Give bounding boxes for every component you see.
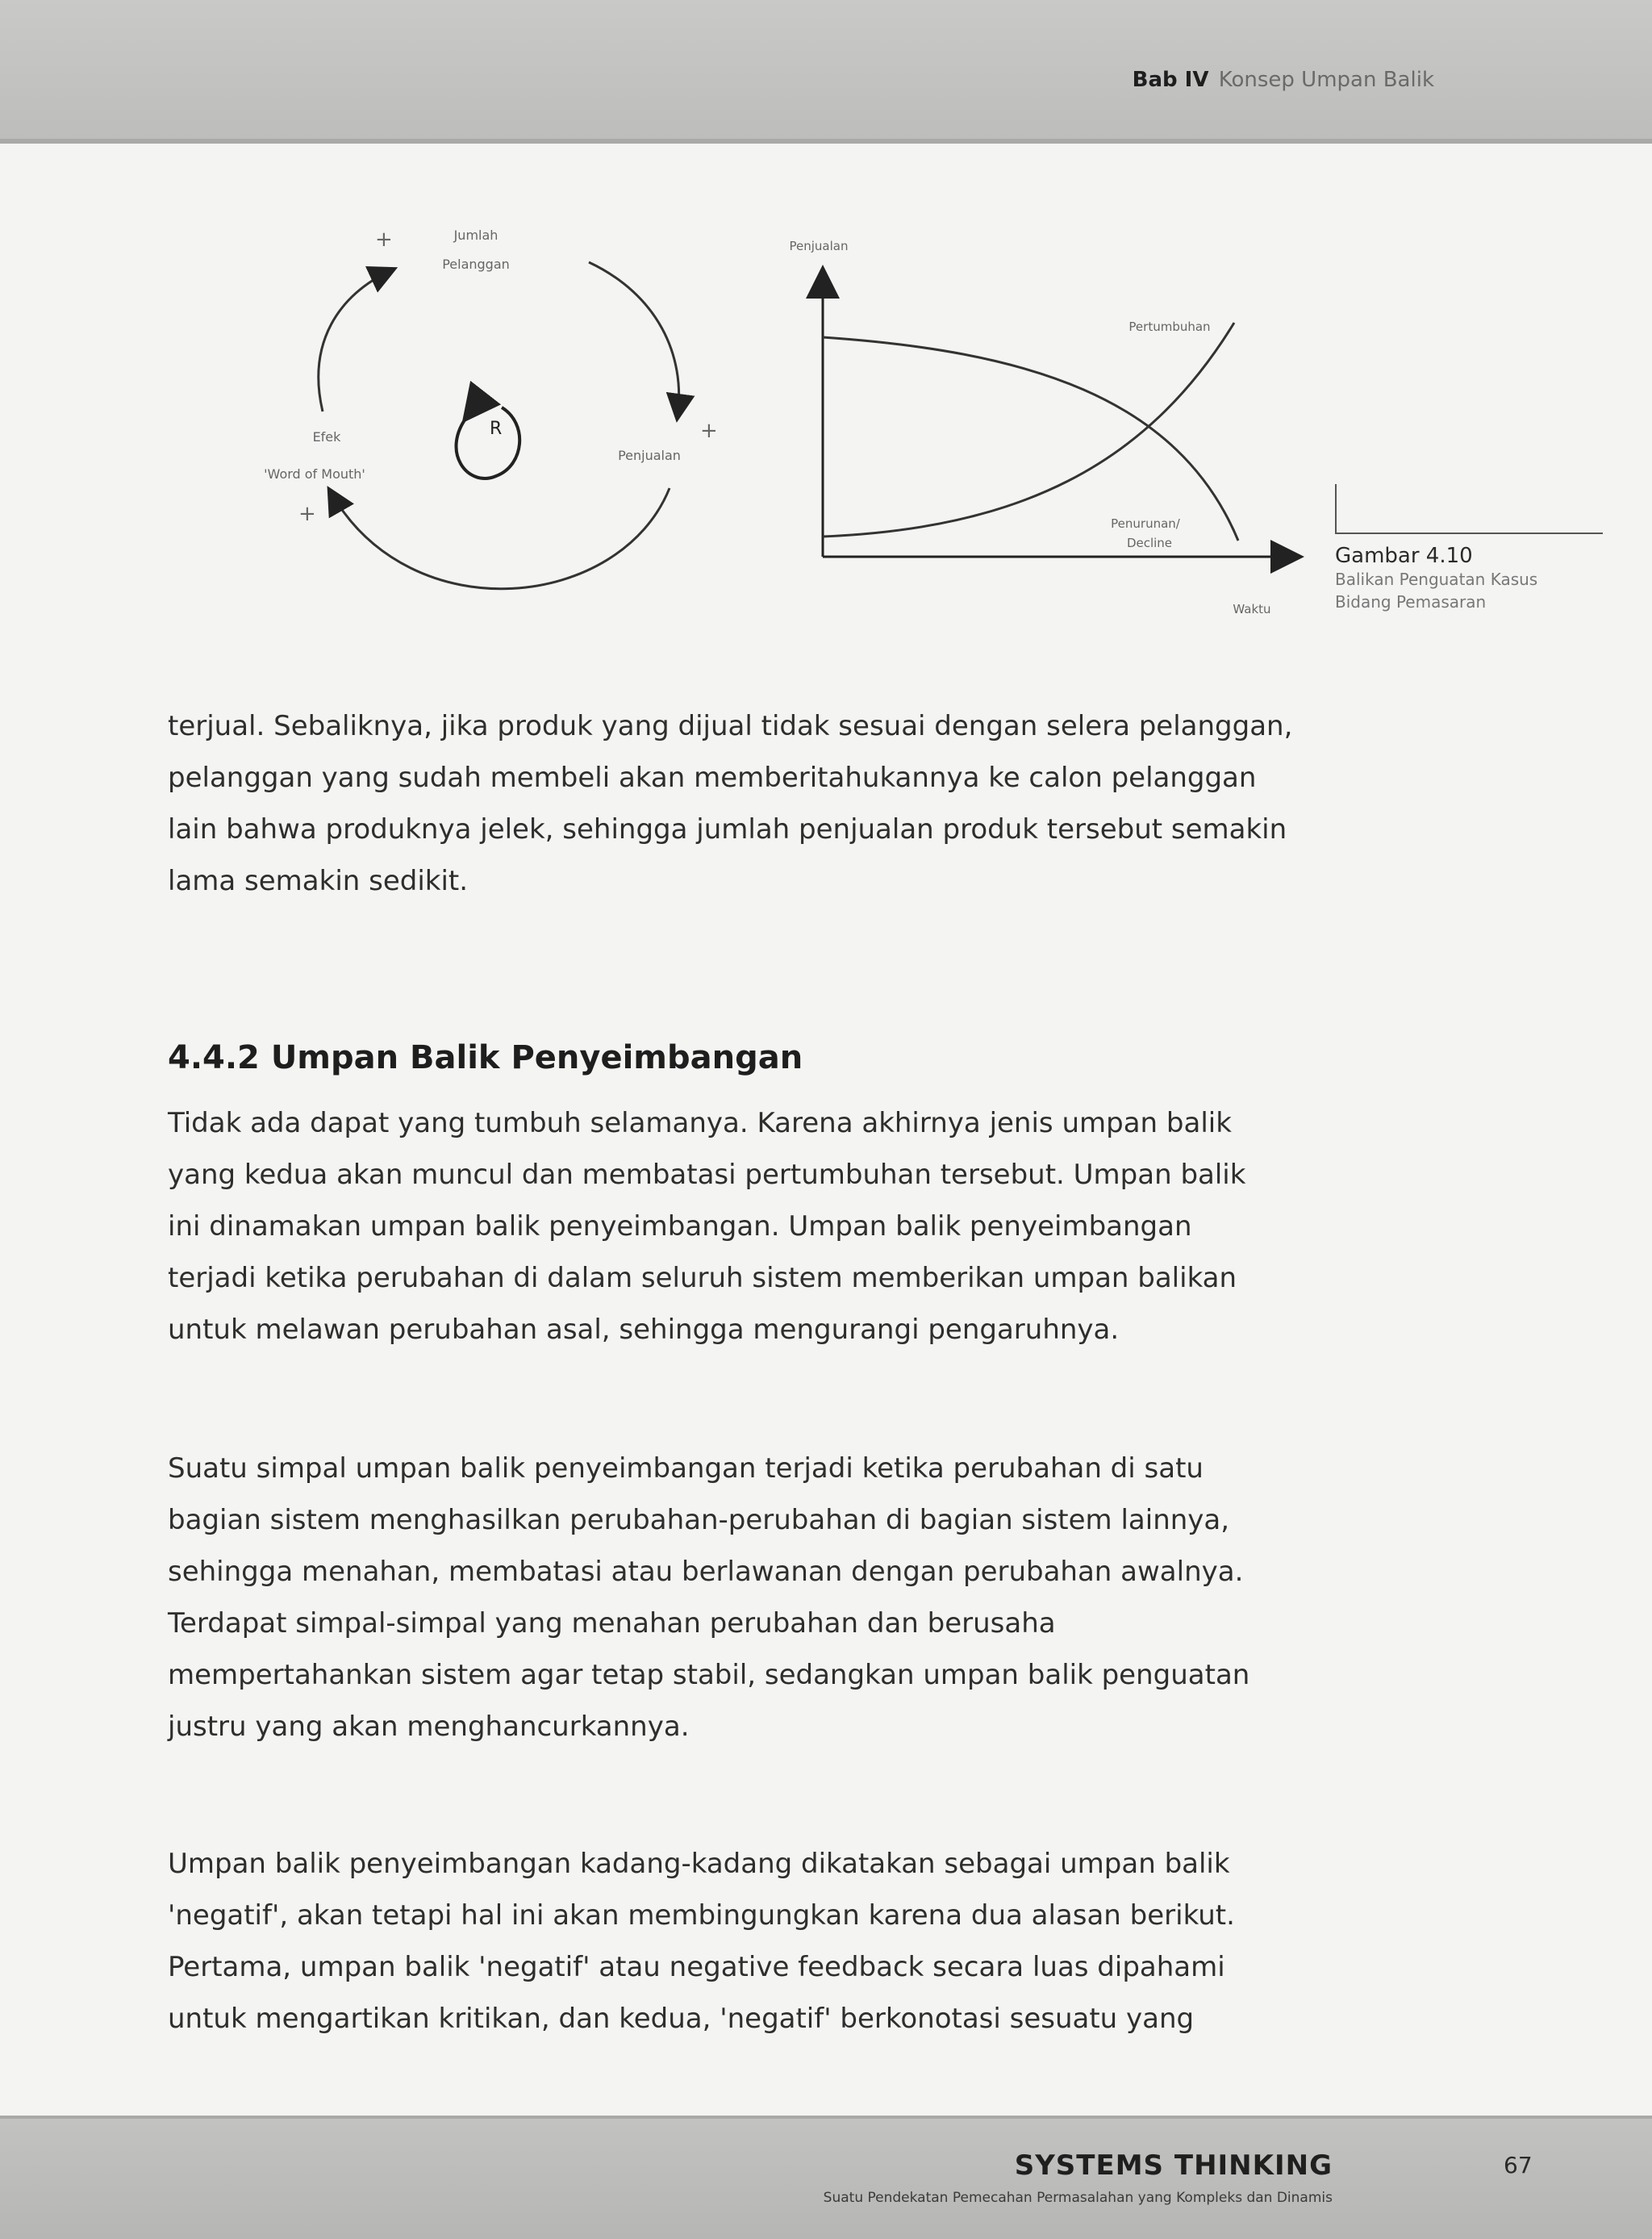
caption-line-1: Balikan Penguatan Kasus xyxy=(1335,570,1538,589)
paragraph-4-line-3: Pertama, umpan balik 'negatif' atau negative feedback secara luas dipahami xyxy=(168,1951,1225,1983)
growth-curve xyxy=(823,323,1234,537)
paragraph-2 xyxy=(168,1097,1337,1356)
sales-over-time-graph xyxy=(758,218,1323,621)
sign-right: + xyxy=(700,419,718,443)
node-left-line1: Efek xyxy=(312,429,341,445)
caption-rule xyxy=(1335,484,1603,534)
decline-curve-label-1: Penurunan/ xyxy=(1111,516,1180,531)
arrow-right-to-left xyxy=(331,488,670,589)
section-heading xyxy=(168,1039,803,1076)
reinforcing-loop-arrow xyxy=(457,407,520,478)
book-subtitle: Suatu Pendekatan Pemecahan Permasalahan yang Kompleks dan Dinamis xyxy=(823,2190,1333,2206)
paragraph-3-line-2: bagian sistem menghasilkan perubahan-perubahan di bagian sistem lainnya, xyxy=(168,1504,1230,1536)
chapter-title: Konsep Umpan Balik xyxy=(1218,68,1434,92)
paragraph-3-line-5: mempertahankan sistem agar tetap stabil, sedangkan umpan balik penguatan xyxy=(168,1659,1250,1691)
caption-line-2: Bidang Pemasaran xyxy=(1335,592,1487,612)
chapter-label: Bab IV xyxy=(1132,68,1209,92)
paragraph-2-line-3: ini dinamakan umpan balik penyeimbangan. Umpan balik penyeimbangan xyxy=(168,1210,1192,1243)
section-title: Umpan Balik Penyeimbangan xyxy=(270,1039,803,1076)
running-header xyxy=(1133,68,1434,92)
sign-left: + xyxy=(298,502,316,526)
paragraph-2-line-2: yang kedua akan muncul dan membatasi pertumbuhan tersebut. Umpan balik xyxy=(168,1159,1246,1191)
paragraph-3-line-1: Suatu simpal umpan balik penyeimbangan terjadi ketika perubahan di satu xyxy=(168,1452,1204,1485)
paragraph-1-line-3: lain bahwa produknya jelek, sehingga jumlah penjualan produk tersebut semakin xyxy=(168,813,1287,846)
paragraph-2-line-1: Tidak ada dapat yang tumbuh selamanya. Karena akhirnya jenis umpan balik xyxy=(168,1107,1232,1139)
node-top-line1: Jumlah xyxy=(453,228,499,243)
figure-caption xyxy=(1335,544,1537,613)
paragraph-4-line-2: 'negatif', akan tetapi hal ini akan membingungkan karena dua alasan berikut. xyxy=(168,1899,1235,1932)
y-axis-label: Penjualan xyxy=(789,239,849,253)
paragraph-4 xyxy=(168,1838,1337,2045)
node-left-line2: 'Word of Mouth' xyxy=(264,466,365,482)
paragraph-3-line-6: justru yang akan menghancurkannya. xyxy=(168,1711,690,1743)
section-number: 4.4.2 xyxy=(168,1039,260,1076)
caption-title: Gambar 4.10 xyxy=(1335,544,1473,568)
paragraph-1-line-2: pelanggan yang sudah membeli akan memberitahukannya ke calon pelanggan xyxy=(168,762,1257,794)
paragraph-3-line-3: sehingga menahan, membatasi atau berlawanan dengan perubahan awalnya. xyxy=(168,1556,1244,1588)
x-axis-label: Waktu xyxy=(1233,602,1271,616)
arrow-left-to-top xyxy=(319,270,391,411)
growth-curve-label: Pertumbuhan xyxy=(1128,320,1211,334)
paragraph-2-line-5: untuk melawan perubahan asal, sehingga mengurangi pengaruhnya. xyxy=(168,1314,1120,1346)
decline-curve xyxy=(823,337,1238,541)
arrow-top-to-right xyxy=(589,262,679,416)
footer-band xyxy=(0,2116,1652,2239)
paragraph-3 xyxy=(168,1443,1337,1752)
paragraph-4-line-1: Umpan balik penyeimbangan kadang-kadang dikatakan sebagai umpan balik xyxy=(168,1848,1230,1880)
paragraph-3-line-4: Terdapat simpal-simpal yang menahan perubahan dan berusaha xyxy=(168,1607,1056,1640)
paragraph-1 xyxy=(168,700,1337,907)
paragraph-4-line-4: untuk mengartikan kritikan, dan kedua, 'negatif' berkonotasi sesuatu yang xyxy=(168,2003,1195,2035)
paragraph-1-line-4: lama semakin sedikit. xyxy=(168,865,469,897)
book-title: SYSTEMS THINKING xyxy=(1014,2149,1333,2182)
node-right: Penjualan xyxy=(618,448,681,463)
causal-loop-diagram xyxy=(202,206,750,633)
node-top-line2: Pelanggan xyxy=(442,257,510,272)
sign-top: + xyxy=(375,228,393,252)
loop-label: R xyxy=(490,419,503,439)
page-number: 67 xyxy=(1504,2152,1533,2178)
paragraph-1-line-1: terjual. Sebaliknya, jika produk yang dijual tidak sesuai dengan selera pelanggan, xyxy=(168,710,1293,742)
paragraph-2-line-4: terjadi ketika perubahan di dalam seluruh sistem memberikan umpan balikan xyxy=(168,1262,1237,1294)
decline-curve-label-2: Decline xyxy=(1126,536,1173,550)
